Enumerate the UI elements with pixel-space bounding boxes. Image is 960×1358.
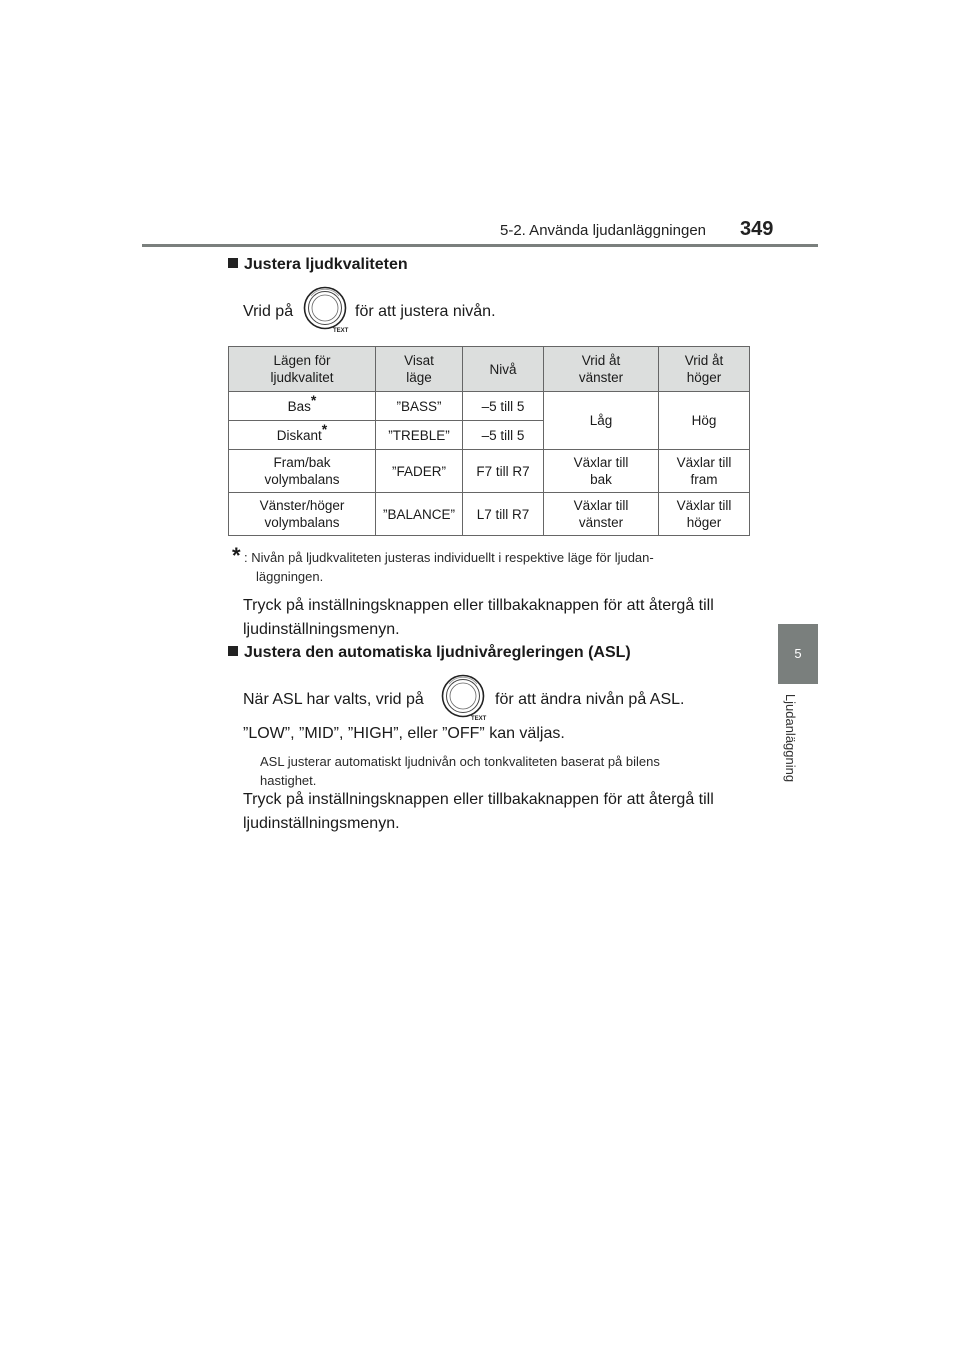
section-heading-asl (228, 644, 631, 662)
asl-turn-instruction-tail: för att ändra nivån på ASL. (495, 691, 685, 708)
asl-turn-instruction: När ASL har valts, vrid på (243, 691, 424, 708)
heading-text: Justera ljudkvaliteten (244, 256, 408, 273)
asl-options-text: ”LOW”, ”MID”, ”HIGH”, eller ”OFF” kan väljas. (243, 725, 565, 742)
sound-quality-table (228, 346, 750, 536)
cell-left: Låg (544, 392, 659, 450)
col-header-left: Vrid åt vänster (544, 347, 659, 392)
square-bullet-icon (228, 258, 238, 268)
knob-label: TEXT (333, 328, 349, 334)
chapter-tab (778, 624, 818, 684)
cell-display: ”FADER” (376, 450, 463, 493)
table-row (229, 493, 750, 536)
cell-level: –5 till 5 (463, 421, 544, 450)
section-header: 5-2. Använda ljudanläggningen (500, 222, 707, 239)
section-heading-sound-quality (228, 256, 408, 274)
cell-mode: Vänster/höger volymbalans (229, 493, 376, 536)
cell-right: Växlar till fram (659, 450, 750, 493)
cell-left: Växlar till bak (544, 450, 659, 493)
table-row (229, 392, 750, 421)
cell-mode: Fram/bak volymbalans (229, 450, 376, 493)
cell-display: ”TREBLE” (376, 421, 463, 450)
text-tune-knob-icon (440, 674, 488, 722)
return-paragraph-1: Tryck på inställningsknappen eller tillbakaknappen för att återgå till ljudinställningsmenyn. (243, 597, 714, 638)
chapter-number: 5 (794, 646, 802, 661)
cell-right: Växlar till höger (659, 493, 750, 536)
cell-left: Växlar till vänster (544, 493, 659, 536)
footnote-text: : Nivån på ljudkvaliteten justeras individuellt i respektive läge för ljudan- läggningen. (244, 550, 654, 584)
square-bullet-icon (228, 646, 238, 656)
cell-mode: Bas* (229, 392, 376, 421)
col-header-display: Visat läge (376, 347, 463, 392)
header-rule (142, 244, 818, 247)
cell-display: ”BASS” (376, 392, 463, 421)
table-header-row (229, 347, 750, 392)
col-header-right: Vrid åt höger (659, 347, 750, 392)
page-number: 349 (740, 218, 774, 240)
turn-instruction-tail: för att justera nivån. (355, 303, 496, 320)
cell-display: ”BALANCE” (376, 493, 463, 536)
cell-mode: Diskant* (229, 421, 376, 450)
return-paragraph-2: Tryck på inställningsknappen eller tillbakaknappen för att återgå till ljudinställningsmenyn. (243, 791, 714, 832)
col-header-level: Nivå (463, 347, 544, 392)
cell-level: –5 till 5 (463, 392, 544, 421)
table-row (229, 450, 750, 493)
chapter-label: Ljudanläggning (783, 693, 798, 783)
heading-text: Justera den automatiska ljudnivåregleringen (ASL) (244, 644, 631, 661)
footnote-marker: * (232, 543, 241, 568)
cell-level: F7 till R7 (463, 450, 544, 493)
knob-label: TEXT (471, 716, 487, 722)
cell-level: L7 till R7 (463, 493, 544, 536)
cell-right: Hög (659, 392, 750, 450)
col-header-mode: Lägen för ljudkvalitet (229, 347, 376, 392)
turn-instruction-text: Vrid på (243, 303, 294, 320)
text-tune-knob-icon (302, 286, 350, 334)
asl-note: ASL justerar automatiskt ljudnivån och tonkvaliteten baserat på bilens hastighet. (260, 754, 660, 788)
